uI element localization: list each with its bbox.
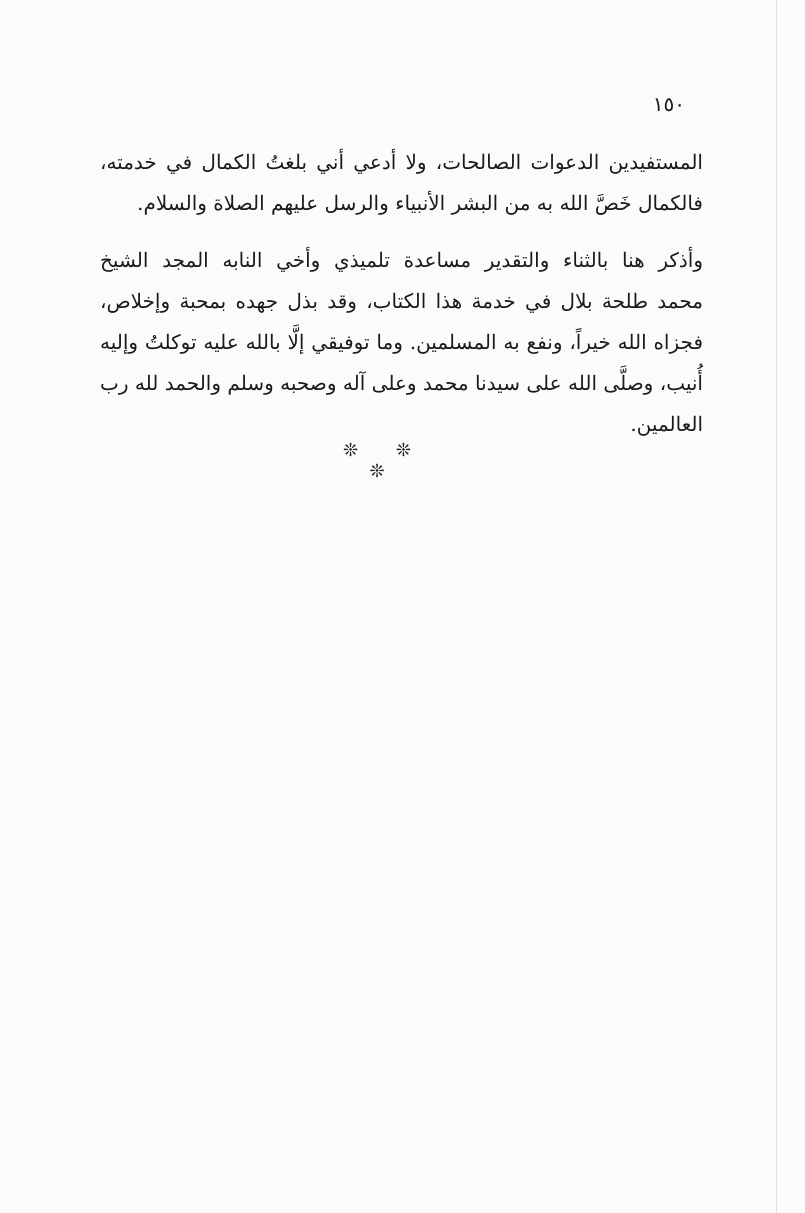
section-end-ornament: ❊ ❊ ❊ bbox=[343, 440, 427, 482]
scan-edge-line bbox=[776, 0, 777, 1213]
page-number: ١٥٠ bbox=[652, 92, 685, 116]
text-line: وأذكر هنا بالثناء والتقدير مساعدة تلميذي وأخي النابه المجد الشيخ bbox=[100, 248, 703, 272]
text-line: فالكمال خَصَّ الله به من البشر الأنبياء والرسل عليهم الصلاة والسلام. bbox=[137, 191, 703, 215]
text-line: العالمين. bbox=[630, 412, 703, 436]
paragraph-closing-prayer bbox=[100, 142, 703, 224]
paragraph-gap bbox=[100, 224, 703, 240]
text-line: أُنيب، وصلَّى الله على سيدنا محمد وعلى آله وصحبه وسلم والحمد لله رب bbox=[100, 371, 703, 395]
text-line: فجزاه الله خيراً، ونفع به المسلمين. وما توفيقي إلَّا بالله عليه توكلتُ وإليه bbox=[100, 330, 703, 354]
text-line: المستفيدين الدعوات الصالحات، ولا أدعي أني بلغتُ الكمال في خدمته، bbox=[100, 150, 703, 174]
body-text bbox=[100, 142, 703, 445]
paragraph-acknowledgement bbox=[100, 240, 703, 445]
text-line: محمد طلحة بلال في خدمة هذا الكتاب، وقد بذل جهده بمحبة وإخلاص، bbox=[100, 289, 703, 313]
